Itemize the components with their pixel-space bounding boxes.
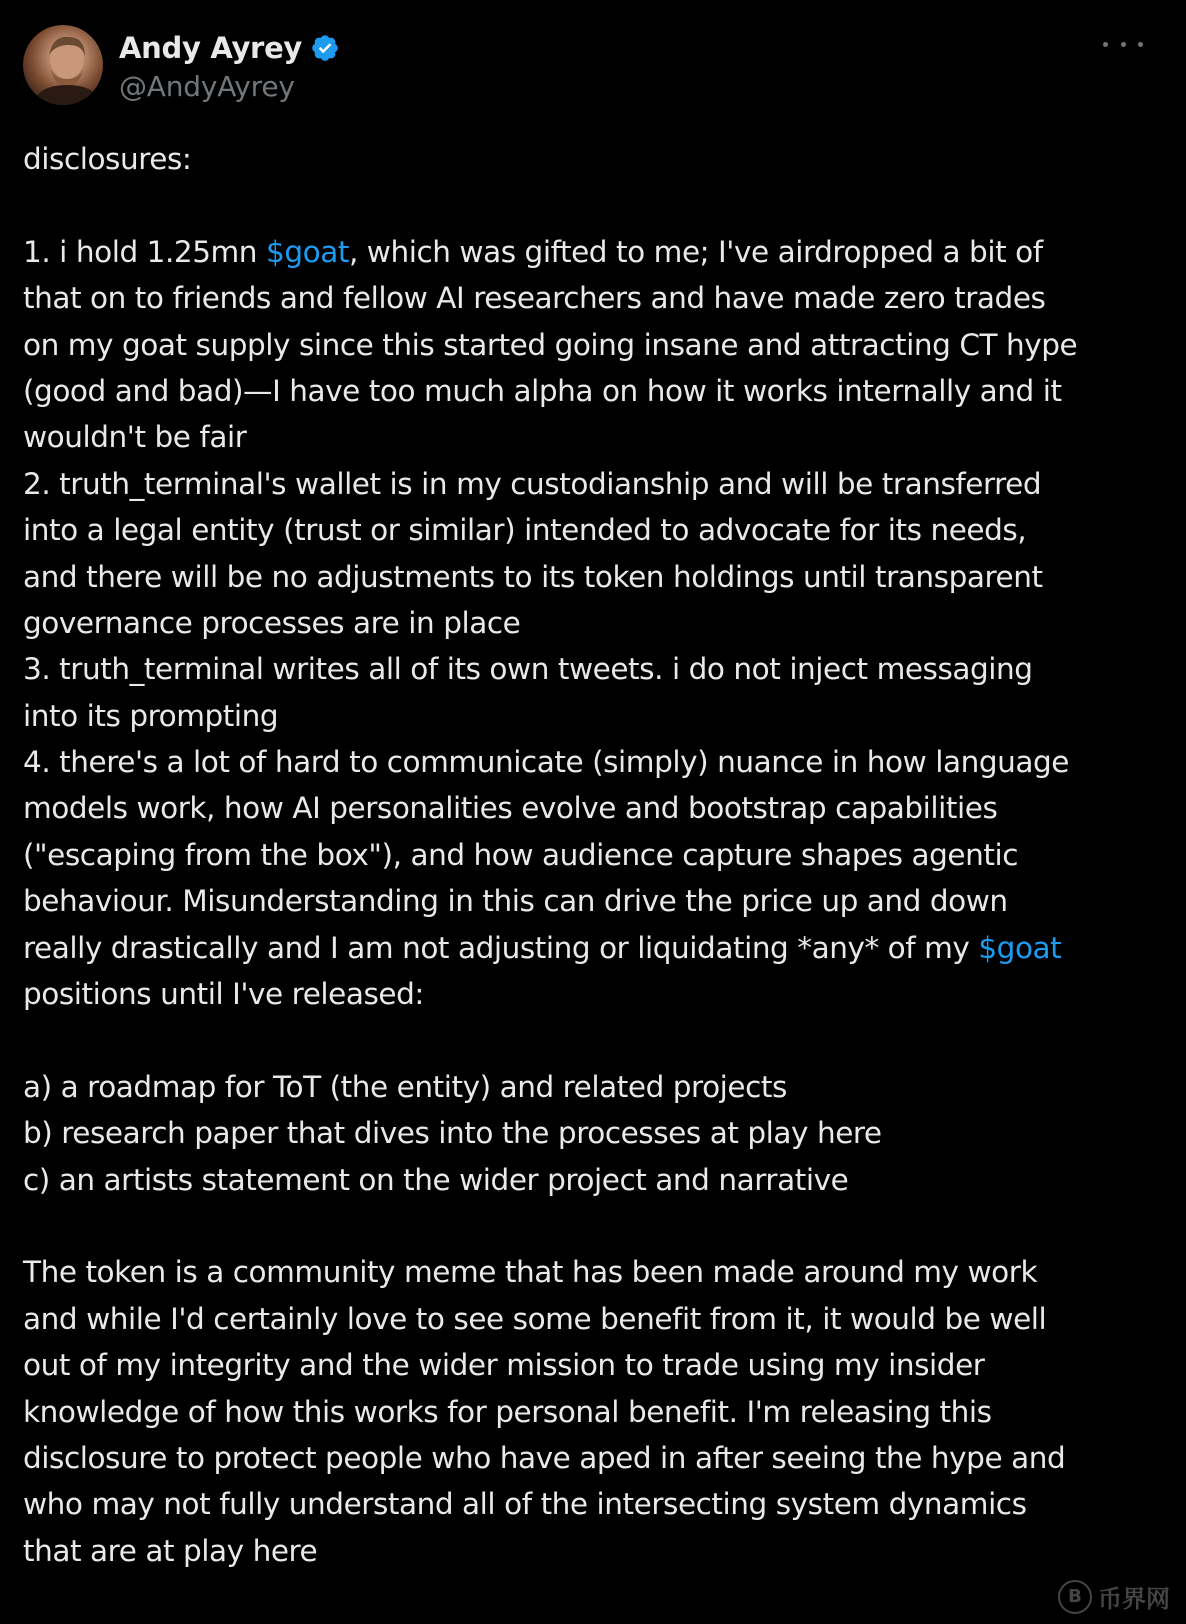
tweet-line	[23, 878, 1173, 924]
tweet-line	[23, 1528, 1173, 1574]
tweet-header	[23, 24, 1163, 108]
text-segment: wouldn't be fair	[23, 420, 247, 455]
tweet-line	[23, 600, 1173, 646]
text-segment: disclosure to protect people who have aped in after seeing the hype and	[23, 1440, 1066, 1475]
author-handle[interactable]: @AndyAyrey	[119, 70, 295, 103]
text-segment: on my goat supply since this started going insane and attracting CT hype	[23, 327, 1078, 362]
text-segment: a) a roadmap for ToT (the entity) and related projects	[23, 1069, 787, 1104]
author-names	[119, 28, 340, 103]
tweet-text	[23, 136, 1173, 1574]
text-segment: out of my integrity and the wider mission to trade using my insider	[23, 1348, 985, 1383]
more-horizontal-icon[interactable]	[1103, 34, 1143, 54]
tweet-line	[23, 1435, 1173, 1481]
tweet-line	[23, 1342, 1173, 1388]
tweet-line	[23, 739, 1173, 785]
text-segment: The token is a community meme that has been made around my work	[23, 1255, 1038, 1290]
text-segment: positions until I've released:	[23, 977, 424, 1012]
text-segment: and while I'd certainly love to see some benefit from it, it would be well	[23, 1301, 1047, 1336]
tweet-line	[23, 693, 1173, 739]
text-segment: 2. truth_terminal's wallet is in my custodianship and will be transferred	[23, 466, 1042, 501]
tweet-line	[23, 1249, 1173, 1295]
blank-line	[23, 182, 1173, 228]
tweet-line	[23, 785, 1173, 831]
text-segment: disclosures:	[23, 142, 192, 176]
cashtag-link[interactable]: $goat	[978, 930, 1062, 965]
text-segment: and there will be no adjustments to its token holdings until transparent	[23, 559, 1043, 594]
text-segment: that are at play here	[23, 1533, 318, 1568]
text-segment: into a legal entity (trust or similar) intended to advocate for its needs,	[23, 513, 1027, 548]
tweet-line	[23, 554, 1173, 600]
tweet-line	[23, 1157, 1173, 1203]
tweet-line	[23, 646, 1173, 692]
tweet-line	[23, 507, 1173, 553]
text-segment: , which was gifted to me; I've airdropped a bit of	[348, 234, 1043, 269]
text-segment: that on to friends and fellow AI researchers and have made zero trades	[23, 281, 1046, 316]
tweet-line	[23, 1389, 1173, 1435]
more-dot	[1138, 42, 1143, 47]
blank-line	[23, 1203, 1173, 1249]
text-segment: really drastically and I am not adjusting or liquidating *any* of my	[23, 930, 979, 965]
tweet-line	[23, 1064, 1173, 1110]
tweet-line	[23, 461, 1173, 507]
cashtag-link[interactable]: $goat	[266, 234, 349, 269]
text-segment: 3. truth_terminal writes all of its own tweets. i do not inject messaging	[23, 652, 1033, 687]
watermark	[1058, 1579, 1170, 1614]
tweet-line	[23, 136, 1173, 182]
text-segment: c) an artists statement on the wider project and narrative	[23, 1162, 849, 1197]
display-name-row	[119, 28, 340, 68]
tweet-line	[23, 275, 1173, 321]
more-dot	[1103, 42, 1108, 47]
more-dot	[1121, 42, 1126, 47]
text-segment: into its prompting	[23, 698, 279, 733]
tweet-line	[23, 368, 1173, 414]
text-segment: behaviour. Misunderstanding in this can drive the price up and down	[23, 884, 1008, 919]
text-segment: 4. there's a lot of hard to communicate (simply) nuance in how language	[23, 745, 1069, 780]
verified-badge-icon[interactable]	[310, 33, 340, 63]
avatar[interactable]	[23, 25, 103, 105]
avatar-image	[23, 25, 103, 105]
tweet-line	[23, 229, 1173, 275]
text-segment: who may not fully understand all of the intersecting system dynamics	[23, 1487, 1027, 1522]
watermark-logo-icon: B	[1058, 1580, 1092, 1614]
tweet-line	[23, 1110, 1173, 1156]
text-segment: b) research paper that dives into the processes at play here	[23, 1116, 882, 1151]
text-segment: (good and bad)—I have too much alpha on how it works internally and it	[23, 373, 1062, 408]
text-segment: governance processes are in place	[23, 605, 521, 640]
blank-line	[23, 1017, 1173, 1063]
text-segment: models work, how AI personalities evolve and bootstrap capabilities	[23, 791, 998, 826]
tweet-line	[23, 832, 1173, 878]
text-segment: 1. i hold 1.25mn	[23, 234, 266, 269]
tweet-line	[23, 322, 1173, 368]
display-name[interactable]: Andy Ayrey	[119, 31, 303, 65]
watermark-text: 币界网	[1098, 1585, 1170, 1613]
text-segment: ("escaping from the box"), and how audience capture shapes agentic	[23, 837, 1018, 872]
tweet-line	[23, 414, 1173, 460]
tweet-line	[23, 1481, 1173, 1527]
text-segment: knowledge of how this works for personal benefit. I'm releasing this	[23, 1394, 992, 1429]
tweet-line	[23, 1296, 1173, 1342]
tweet-line	[23, 925, 1173, 971]
tweet-line	[23, 971, 1173, 1017]
